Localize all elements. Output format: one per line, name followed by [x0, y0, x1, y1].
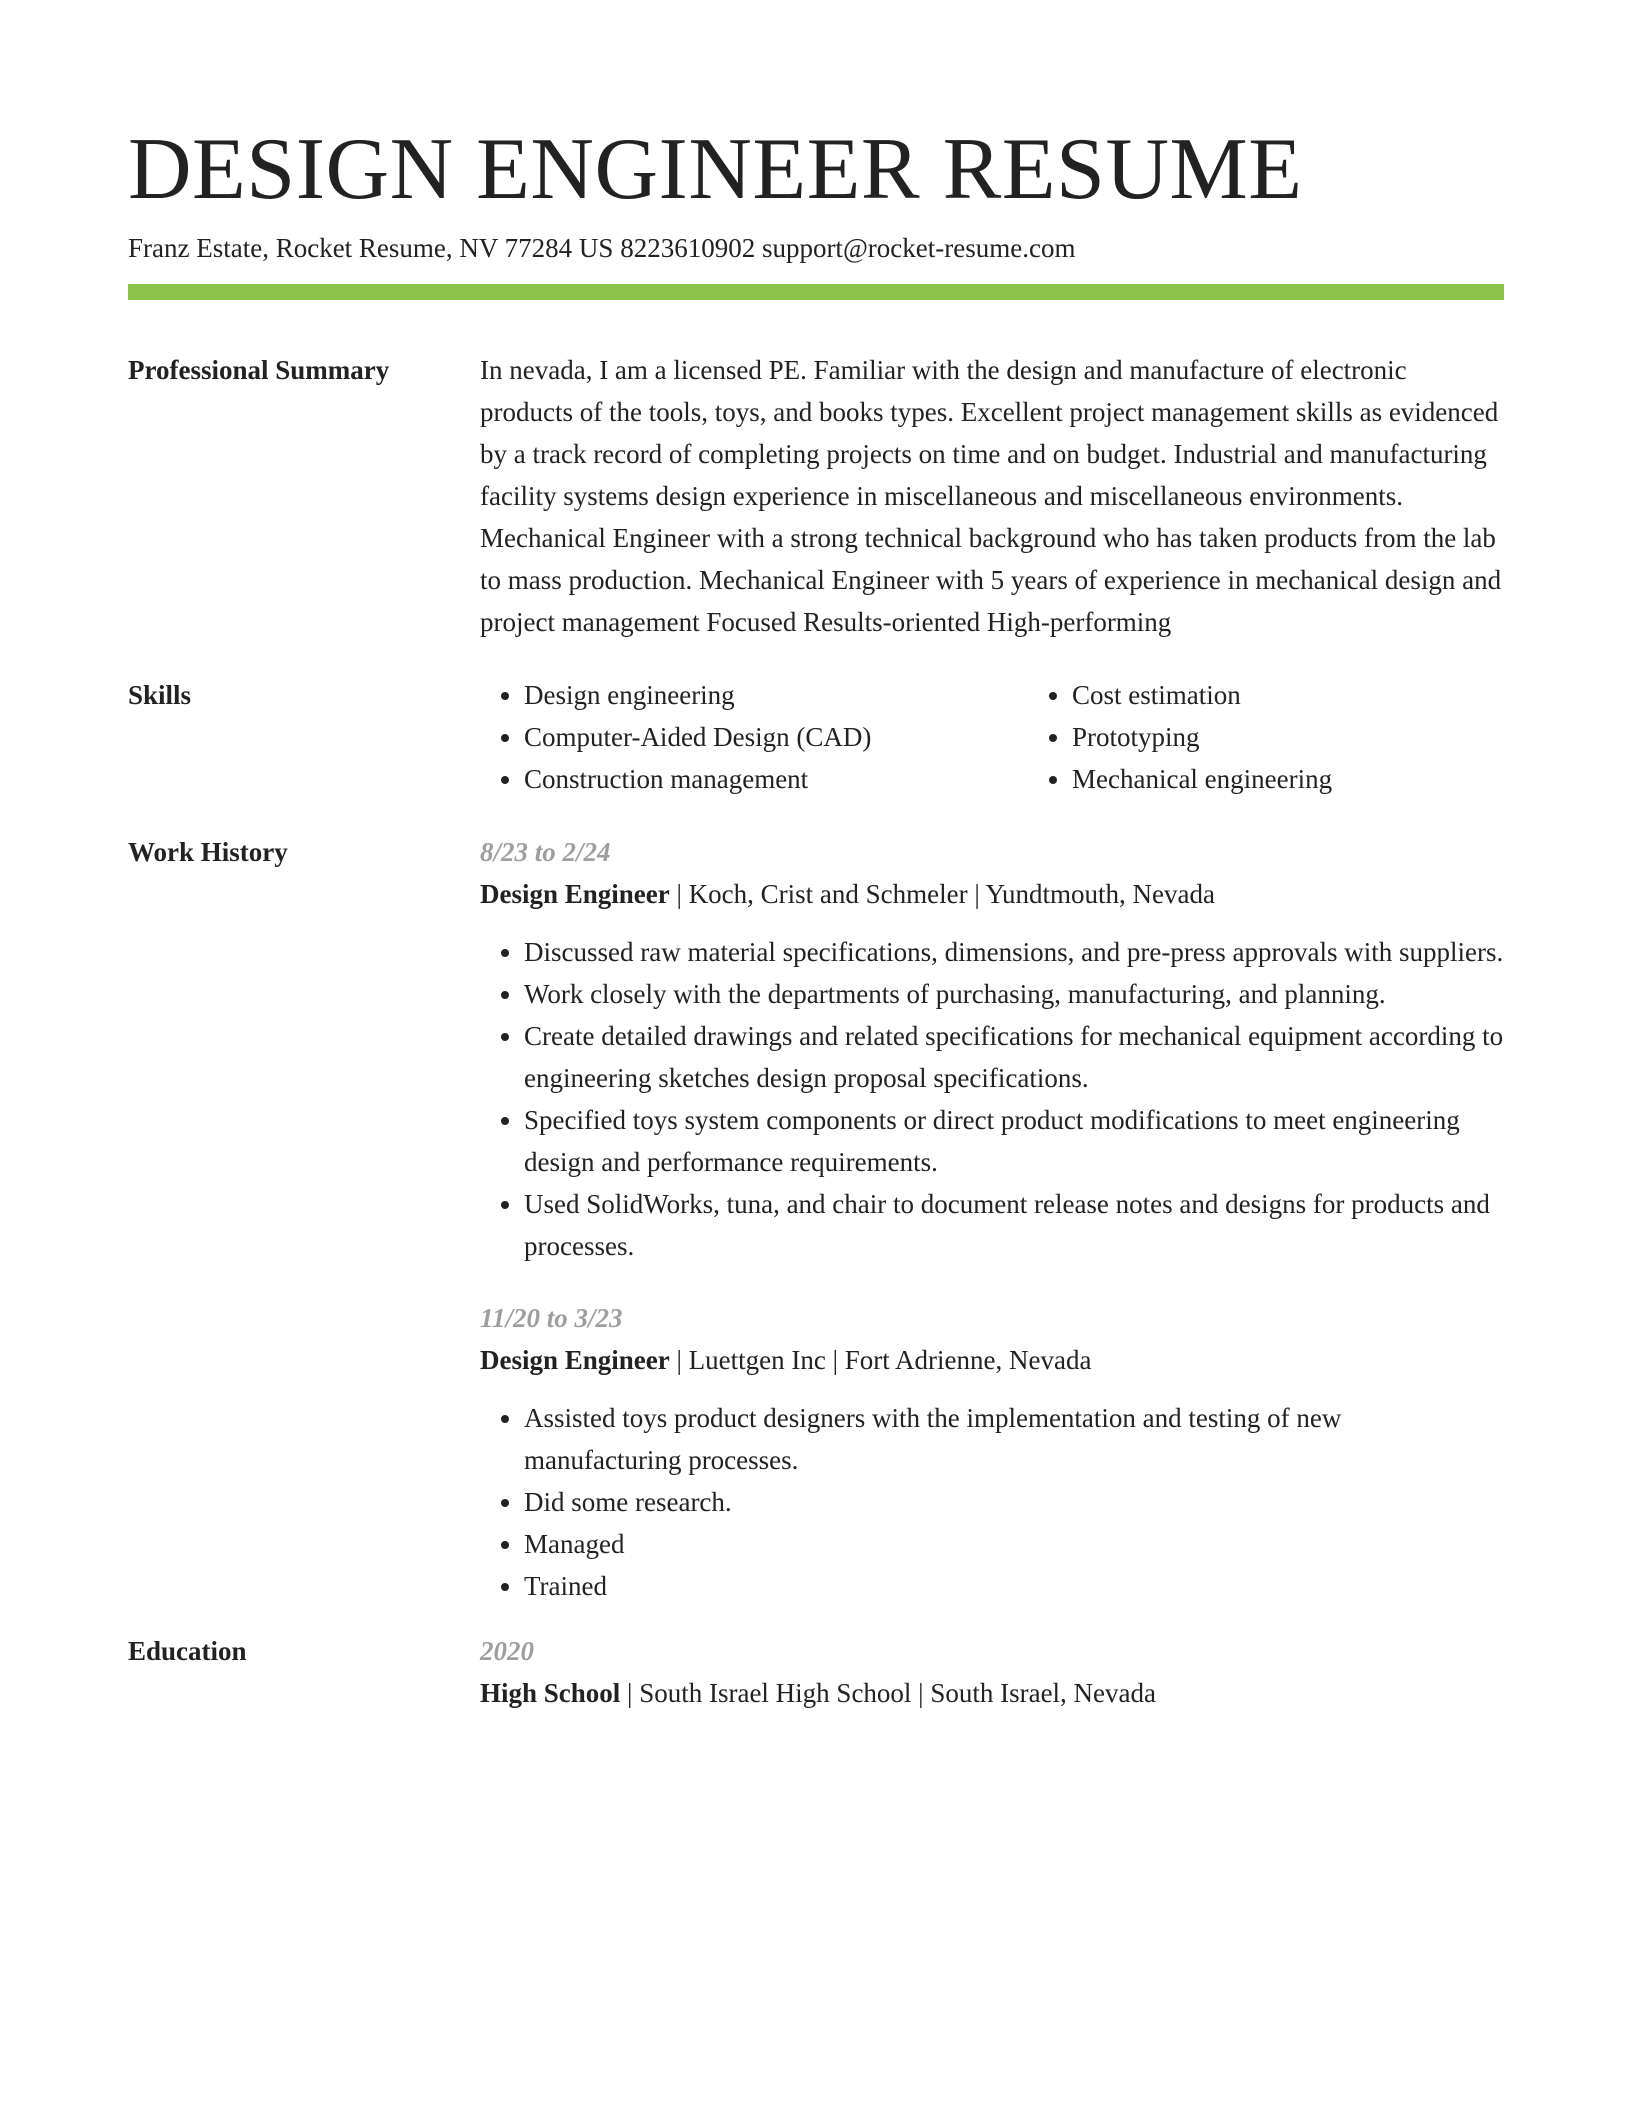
education-body: [480, 1630, 1504, 1714]
job-entry: [480, 831, 1504, 1267]
job-bullet: • Assisted toys product designers with the implementation and testing of new manufacturing processes.: [524, 1397, 1504, 1481]
skills-section: [128, 674, 1504, 800]
skills-heading: Skills: [128, 680, 192, 710]
skill-item: • Computer-Aided Design (CAD): [524, 716, 1028, 758]
job-bullet: • Managed: [524, 1523, 1504, 1565]
job-bullets: [480, 1397, 1504, 1607]
skill-item: • Cost estimation: [1072, 674, 1576, 716]
skill-item: • Prototyping: [1072, 716, 1576, 758]
education-details: | South Israel High School | South Israel, Nevada: [620, 1678, 1157, 1708]
skills-column-right: [1028, 674, 1576, 800]
summary-text: In nevada, I am a licensed PE. Familiar with the design and manufacture of electronic products of the tools, toys, and books types. Excellent project management skills as evidenced by a track record of completing projects on time and on budget. Industrial and manufacturing facility systems design experience in miscellaneous and miscellaneous environments. Mechanical Engineer with a strong technical background who has taken products from the lab to mass production. Mechanical Engineer with 5 years of experience in mechanical design and project management Focused Results-oriented High-performing: [480, 355, 1502, 637]
skill-item: • Mechanical engineering: [1072, 758, 1576, 800]
contact-email: support@rocket-resume.com: [761, 233, 1076, 263]
job-bullet: • Trained: [524, 1565, 1504, 1607]
job-title: Design Engineer: [480, 1345, 670, 1375]
job-dates: 8/23 to 2/24: [480, 837, 611, 867]
skills-grid: [480, 674, 1576, 800]
job-bullet: • Work closely with the departments of purchasing, manufacturing, and planning.: [524, 973, 1504, 1015]
job-bullet: • Discussed raw material specifications, dimensions, and pre-press approvals with suppliers.: [524, 931, 1504, 973]
education-heading-line: [480, 1672, 1504, 1714]
education-section: [128, 1630, 1504, 1714]
work-history-body: [480, 831, 1504, 1607]
education-degree: High School: [480, 1678, 621, 1708]
job-bullet: • Did some research.: [524, 1481, 1504, 1523]
job-details: | Koch, Crist and Schmeler | Yundtmouth, Nevada: [669, 879, 1215, 909]
contact-line: [128, 230, 1504, 266]
skills-column-left: [480, 674, 1028, 800]
job-bullets: [480, 931, 1504, 1267]
summary-heading: Professional Summary: [128, 355, 390, 385]
skill-item: • Design engineering: [524, 674, 1028, 716]
work-history-section: [128, 831, 1504, 1607]
education-year: 2020: [480, 1636, 534, 1666]
contact-address: Franz Estate, Rocket Resume, NV 77284 US: [128, 233, 614, 263]
work-history-heading: Work History: [128, 837, 288, 867]
job-heading: [480, 1339, 1504, 1381]
resume-page: [128, 120, 1504, 1714]
summary-section: [128, 349, 1504, 643]
contact-phone: 8223610902: [620, 233, 756, 263]
job-bullet: • Specified toys system components or direct product modifications to meet engineering design and performance requirements.: [524, 1099, 1504, 1183]
job-dates: 11/20 to 3/23: [480, 1303, 623, 1333]
job-heading: [480, 873, 1504, 915]
header-divider: [128, 284, 1504, 300]
job-title: Design Engineer: [480, 879, 670, 909]
job-bullet: • Used SolidWorks, tuna, and chair to document release notes and designs for products and processes.: [524, 1183, 1504, 1267]
job-bullet: • Create detailed drawings and related specifications for mechanical equipment according to engineering sketches design proposal specifications.: [524, 1015, 1504, 1099]
skill-item: • Construction management: [524, 758, 1028, 800]
education-heading: Education: [128, 1636, 247, 1666]
skills-body: [480, 674, 1576, 800]
resume-title: DESIGN ENGINEER RESUME: [128, 121, 1303, 218]
job-details: | Luettgen Inc | Fort Adrienne, Nevada: [669, 1345, 1092, 1375]
job-entry: [480, 1297, 1504, 1607]
